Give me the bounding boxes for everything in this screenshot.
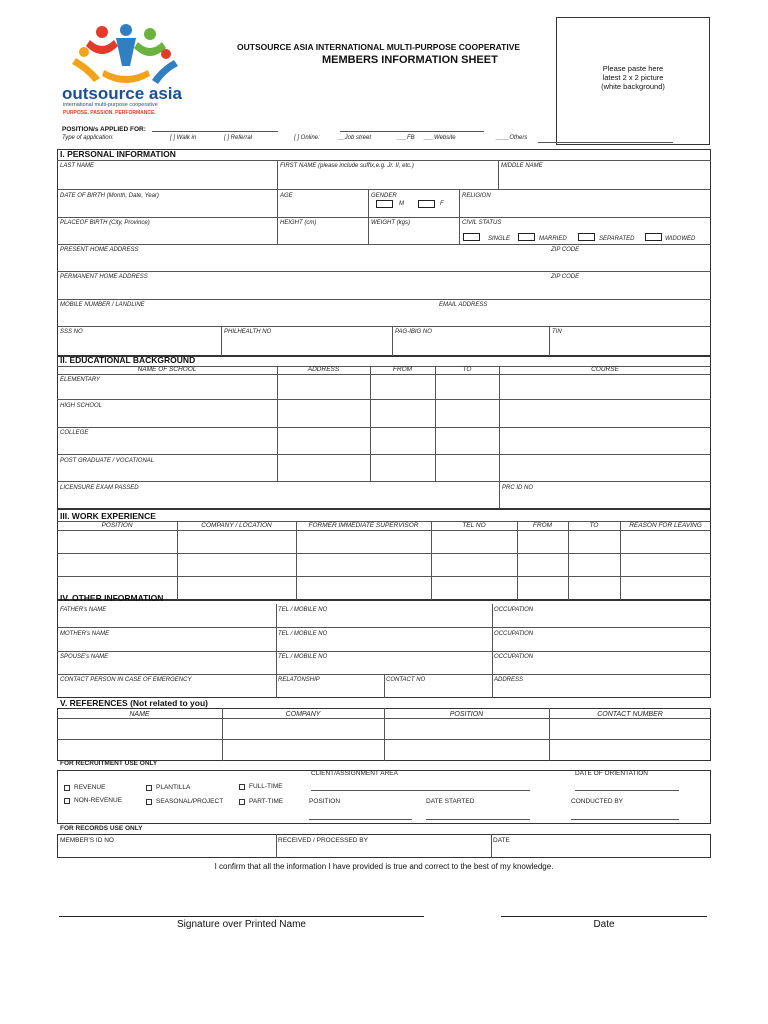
- signature-line[interactable]: [59, 916, 424, 917]
- mother-name-field[interactable]: MOTHER's NAME: [60, 631, 110, 637]
- work-col-tel: TEL NO: [462, 522, 486, 529]
- reference-row[interactable]: [58, 740, 710, 760]
- personal-info-table: [57, 149, 711, 356]
- work-col-supervisor: FORMER IMMEDIATE SUPERVISOR: [308, 522, 419, 529]
- page-title: MEMBERS INFORMATION SHEET: [322, 54, 498, 66]
- references-heading: V. REFERENCES (Not related to you): [60, 698, 208, 708]
- fb-option[interactable]: ___FB: [397, 135, 415, 141]
- jobstreet-option[interactable]: __Job street: [338, 135, 372, 141]
- mother-tel-field[interactable]: TEL / MOBILE NO: [278, 631, 328, 637]
- confirmation-statement: I confirm that all the information I have provided is true and correct to the best of my knowledge.: [214, 862, 554, 871]
- ref-col-name: NAME: [129, 711, 150, 718]
- widowed-label: WIDOWED: [665, 236, 696, 242]
- single-label: SINGLE: [488, 236, 511, 242]
- licensure-field[interactable]: LICENSURE EXAM PASSED: [60, 485, 139, 491]
- ref-col-contact: CONTACT NUMBER: [597, 711, 663, 718]
- logo-text: outsource asia: [62, 84, 182, 103]
- seasonal-checkbox[interactable]: [146, 799, 152, 805]
- revenue-checkbox[interactable]: [64, 785, 70, 791]
- date-label: Date: [593, 919, 615, 930]
- work-col-from: FROM: [532, 522, 553, 529]
- online-option[interactable]: [ ] Online:: [294, 135, 320, 141]
- recruitment-box: [57, 770, 711, 824]
- first-name-field[interactable]: FIRST NAME (please include suffix,e.g. Jr. II, etc.): [280, 163, 414, 169]
- non-revenue-label: NON-REVENUE: [74, 797, 123, 804]
- plantilla-label: PLANTILLA: [156, 784, 191, 791]
- logo: [60, 22, 190, 117]
- dob-field[interactable]: DATE OF BIRTH (Month, Date, Year): [60, 193, 159, 199]
- father-tel-field[interactable]: TEL / MOBILE NO: [278, 607, 328, 613]
- ref-col-company: COMPANY: [285, 711, 321, 718]
- position-line[interactable]: [309, 819, 412, 820]
- photo-box[interactable]: [556, 17, 710, 145]
- work-col-position: POSITION: [101, 522, 133, 529]
- permanent-zip-field[interactable]: ZIP CODE: [551, 274, 580, 280]
- middle-name-field[interactable]: MIDDLE NAME: [501, 163, 543, 169]
- others-option[interactable]: ____Others: [496, 135, 528, 141]
- work-col-reason: REASON FOR LEAVING: [629, 522, 702, 529]
- place-of-birth-field[interactable]: PLACEOF BIRTH (City, Province): [60, 220, 150, 226]
- fulltime-label: FULL-TIME: [249, 783, 283, 790]
- logo-subtitle: international multi-purpose cooperative: [63, 102, 158, 108]
- conducted-by-line[interactable]: [571, 819, 679, 820]
- edu-col-to: TO: [462, 366, 472, 373]
- reference-row[interactable]: [58, 719, 710, 738]
- permanent-address-field[interactable]: PERMANENT HOME ADDRESS: [60, 274, 148, 280]
- mother-occupation-field[interactable]: OCCUPATION: [494, 631, 534, 637]
- weight-field[interactable]: WEIGHT (kgs): [371, 220, 410, 226]
- revenue-label: REVENUE: [74, 784, 106, 791]
- referral-option[interactable]: [ ] Referral: [224, 135, 253, 141]
- non-revenue-checkbox[interactable]: [64, 798, 70, 804]
- edu-col-course: COURSE: [591, 366, 619, 373]
- gender-female-checkbox[interactable]: [418, 200, 435, 208]
- spouse-name-field[interactable]: SPOUSE's NAME: [60, 654, 109, 660]
- signature-label: Signature over Printed Name: [177, 919, 306, 930]
- prc-id-field[interactable]: PRC ID NO: [502, 485, 534, 491]
- edu-row-elementary[interactable]: ELEMENTARY: [60, 377, 101, 383]
- parttime-checkbox[interactable]: [239, 799, 245, 805]
- gender-male-checkbox[interactable]: [376, 200, 393, 208]
- separated-label: SEPARATED: [599, 236, 635, 242]
- date-started-line[interactable]: [426, 819, 530, 820]
- logo-figures-icon: [60, 22, 190, 92]
- ref-col-position: POSITION: [449, 711, 484, 718]
- plantilla-checkbox[interactable]: [146, 785, 152, 791]
- edu-col-from: FROM: [392, 366, 413, 373]
- email-field[interactable]: EMAIL ADDRESS: [439, 302, 488, 308]
- edu-row-highschool[interactable]: HIGH SCHOOL: [60, 403, 103, 409]
- edu-col-address: ADDRESS: [307, 366, 340, 373]
- parttime-label: PART-TIME: [249, 798, 284, 805]
- age-field[interactable]: AGE: [280, 193, 293, 199]
- other-info-heading: IV. OTHER INFORMATION: [60, 593, 164, 603]
- recruitment-heading: FOR RECRUITMENT USE ONLY: [60, 760, 158, 767]
- seasonal-label: SEASONAL/PROJECT: [156, 798, 224, 805]
- edu-row-postgrad[interactable]: POST GRADUATE / VOCATIONAL: [60, 458, 155, 464]
- widowed-checkbox[interactable]: [645, 233, 662, 241]
- photo-instruction-1: Please paste here: [602, 64, 664, 73]
- orientation-date-label: DATE OF ORIENTATION: [575, 770, 648, 777]
- gender-label: GENDER: [371, 193, 397, 199]
- mobile-field[interactable]: MOBILE NUMBER / LANDLINE: [60, 302, 145, 308]
- website-option[interactable]: ___Website: [424, 135, 456, 141]
- orientation-date-line[interactable]: [575, 790, 679, 791]
- education-heading: II. EDUCATIONAL BACKGROUND: [60, 355, 196, 365]
- logo-tagline: PURPOSE. PASSION. PERFORMANCE.: [63, 110, 156, 116]
- work-experience-heading: III. WORK EXPERIENCE: [60, 511, 156, 521]
- records-heading: FOR RECORDS USE ONLY: [60, 825, 143, 832]
- client-area-label: CLIENT/ASSIGNMENT AREA: [311, 770, 398, 777]
- emergency-contact-no-field[interactable]: CONTACT NO: [386, 677, 426, 683]
- gender-female-label: F: [440, 201, 444, 207]
- pagibig-field[interactable]: PAG-IBIG NO: [395, 329, 432, 335]
- religion-field[interactable]: RELIGION: [462, 193, 491, 199]
- present-zip-field[interactable]: ZIP CODE: [551, 247, 580, 253]
- work-col-to: TO: [589, 522, 599, 529]
- application-type-label: Type of application:: [62, 135, 114, 141]
- father-name-field[interactable]: FATHER's NAME: [60, 607, 107, 613]
- separated-checkbox[interactable]: [578, 233, 595, 241]
- work-col-company: COMPANY / LOCATION: [201, 522, 272, 529]
- date-started-label: DATE STARTED: [426, 798, 475, 805]
- position-applied-label: POSITION/s APPLIED FOR:: [62, 126, 146, 133]
- married-label: MARRIED: [539, 236, 567, 242]
- client-area-line[interactable]: [311, 790, 530, 791]
- fulltime-checkbox[interactable]: [239, 784, 245, 790]
- walk-in-option[interactable]: [ ] Walk in: [170, 135, 197, 141]
- gender-male-label: M: [399, 201, 404, 207]
- member-id-field[interactable]: MEMBER'S ID NO: [60, 837, 114, 844]
- tin-field[interactable]: TIN: [552, 329, 562, 335]
- height-field[interactable]: HEIGHT (cm): [280, 220, 317, 226]
- single-checkbox[interactable]: [463, 233, 480, 241]
- position-label: POSITION: [309, 798, 341, 805]
- emergency-address-field[interactable]: ADDRESS: [494, 677, 524, 683]
- emergency-contact-field[interactable]: CONTACT PERSON IN CASE OF EMERGENCY: [60, 677, 192, 683]
- sss-field[interactable]: SSS NO: [60, 329, 83, 335]
- edu-row-college[interactable]: COLLEGE: [60, 430, 89, 436]
- father-occupation-field[interactable]: OCCUPATION: [494, 607, 534, 613]
- photo-instruction-2: latest 2 x 2 picture: [602, 73, 664, 82]
- date-line[interactable]: [501, 916, 707, 917]
- present-address-field[interactable]: PRESENT HOME ADDRESS: [60, 247, 139, 253]
- philhealth-field[interactable]: PHILHEALTH NO: [224, 329, 272, 335]
- photo-instruction-3: (white background): [601, 82, 665, 91]
- edu-col-school: NAME OF SCHOOL: [137, 366, 197, 373]
- last-name-field[interactable]: LAST NAME: [60, 163, 95, 169]
- personal-info-heading: I. PERSONAL INFORMATION: [60, 149, 176, 159]
- organization-name: OUTSOURCE ASIA INTERNATIONAL MULTI-PURPOSE COOPERATIVE: [237, 42, 521, 52]
- spouse-occupation-field[interactable]: OCCUPATION: [494, 654, 534, 660]
- conducted-by-label: CONDUCTED BY: [571, 798, 624, 805]
- married-checkbox[interactable]: [518, 233, 535, 241]
- position-applied-line[interactable]: [152, 131, 278, 132]
- education-table: [57, 356, 711, 509]
- received-by-field[interactable]: RECEIVED / PROCESSED BY: [278, 837, 368, 844]
- records-date-field[interactable]: DATE: [493, 837, 510, 844]
- civil-status-label: CIVIL STATUS: [462, 220, 502, 226]
- relationship-field[interactable]: RELATONSHIP: [278, 677, 320, 683]
- work-row[interactable]: [58, 554, 710, 575]
- work-row[interactable]: [58, 531, 710, 552]
- spouse-tel-field[interactable]: TEL / MOBILE NO: [278, 654, 328, 660]
- records-box: [57, 834, 711, 858]
